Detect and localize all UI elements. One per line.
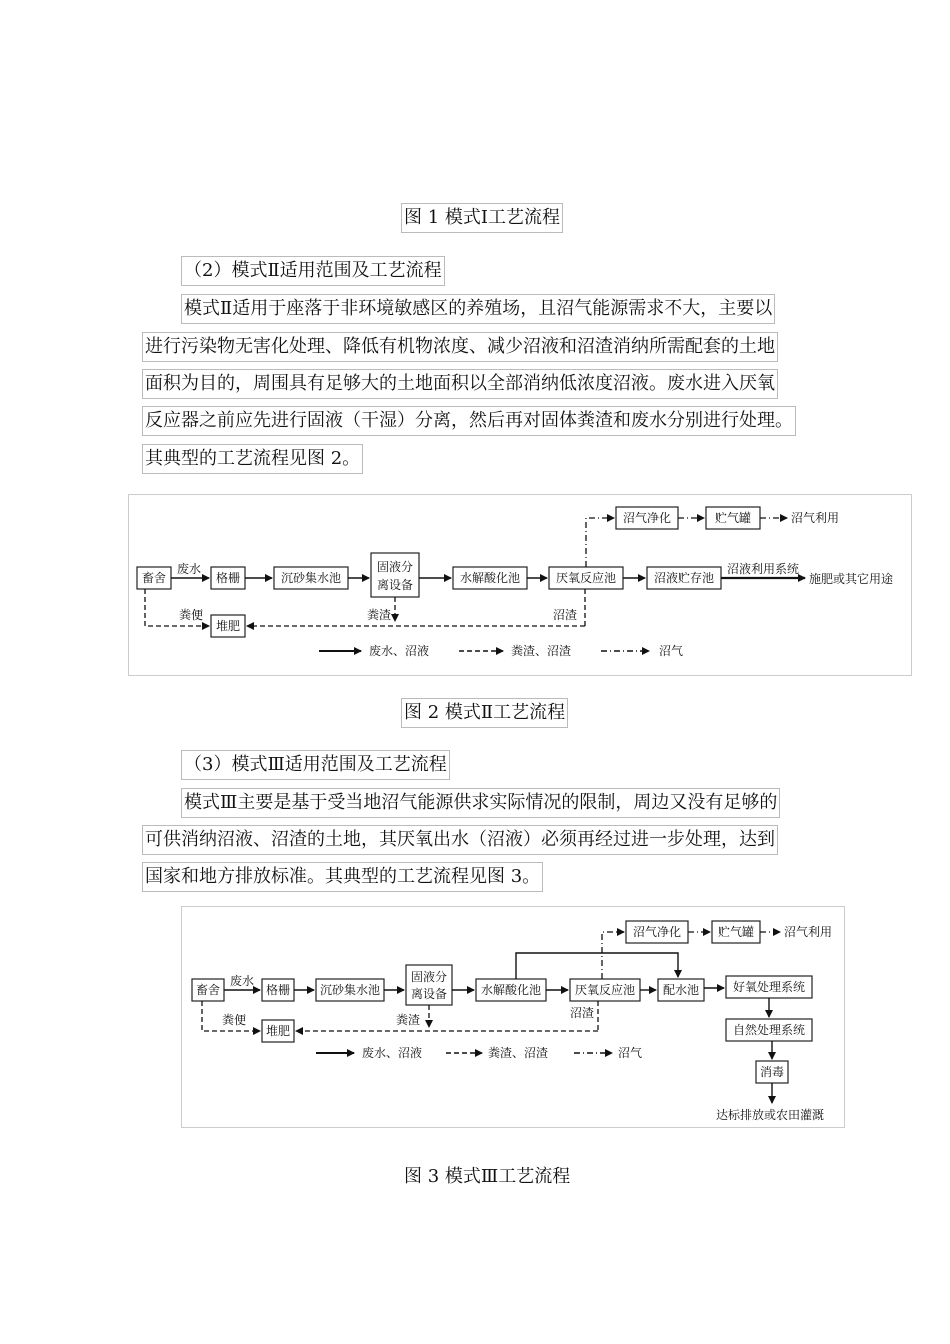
svg-text:达标排放或农田灌溉: 达标排放或农田灌溉 xyxy=(715,1108,825,1122)
svg-text:废水: 废水 xyxy=(176,562,202,576)
svg-text:固液分: 固液分 xyxy=(410,970,448,984)
svg-text:格栅: 格栅 xyxy=(215,571,241,585)
node-duifei xyxy=(211,615,245,637)
svg-text:水解酸化池: 水解酸化池 xyxy=(459,571,521,585)
svg-text:沼液利用系统: 沼液利用系统 xyxy=(726,562,800,576)
node-chuqiguan xyxy=(712,921,760,943)
svg-text:离设备: 离设备 xyxy=(376,578,414,592)
node-chushe xyxy=(192,979,224,1001)
svg-text:畜舍: 畜舍 xyxy=(195,983,221,997)
paragraph-line: 模式Ⅲ主要是基于受当地沼气能源供求实际情况的限制，周边又没有足够的 xyxy=(181,788,780,818)
svg-text:施肥或其它用途: 施肥或其它用途 xyxy=(809,572,894,586)
svg-text:厌氧反应池: 厌氧反应池 xyxy=(555,571,617,585)
svg-text:贮气罐: 贮气罐 xyxy=(717,925,755,939)
node-duifei xyxy=(262,1020,294,1042)
node-shuijie xyxy=(476,979,546,1001)
figure-3-caption: 图 3 模式Ⅲ工艺流程 xyxy=(404,1166,571,1187)
svg-text:废水、沼液: 废水、沼液 xyxy=(369,644,430,658)
paragraph-line: 其典型的工艺流程见图 2。 xyxy=(142,444,363,474)
svg-text:消毒: 消毒 xyxy=(759,1065,785,1079)
node-shuijie xyxy=(453,567,527,589)
svg-text:自然处理系统: 自然处理系统 xyxy=(732,1023,806,1037)
svg-text:废水: 废水 xyxy=(229,974,255,988)
svg-text:厌氧反应池: 厌氧反应池 xyxy=(574,983,636,997)
node-haoyang xyxy=(726,976,812,998)
svg-text:粪渣: 粪渣 xyxy=(395,1013,421,1027)
svg-text:堆肥: 堆肥 xyxy=(265,1024,291,1038)
section-3-heading: （3）模式Ⅲ适用范围及工艺流程 xyxy=(181,750,450,780)
figure-3-diagram xyxy=(181,906,845,1128)
node-xiaodu xyxy=(756,1061,788,1083)
node-gezha xyxy=(211,567,245,589)
svg-text:沼渣: 沼渣 xyxy=(552,608,578,622)
node-yanyang xyxy=(570,979,640,1001)
paragraph-line: 进行污染物无害化处理、降低有机物浓度、减少沼液和沼渣消纳所需配套的土地 xyxy=(142,332,778,362)
node-guye xyxy=(406,965,452,1005)
node-chushe xyxy=(137,567,171,589)
svg-text:废水、沼液: 废水、沼液 xyxy=(362,1046,423,1060)
svg-text:粪便: 粪便 xyxy=(221,1013,247,1027)
section-2-heading: （2）模式Ⅱ适用范围及工艺流程 xyxy=(181,256,445,286)
svg-text:好氧处理系统: 好氧处理系统 xyxy=(732,980,806,994)
svg-text:粪渣、沼渣: 粪渣、沼渣 xyxy=(488,1046,549,1060)
svg-text:沼气: 沼气 xyxy=(618,1046,643,1060)
svg-text:粪便: 粪便 xyxy=(178,608,204,622)
node-peishui xyxy=(658,979,704,1001)
svg-text:沼气: 沼气 xyxy=(659,644,684,658)
node-chensha xyxy=(274,567,348,589)
svg-text:沼渣: 沼渣 xyxy=(569,1006,595,1020)
svg-text:沉砂集水池: 沉砂集水池 xyxy=(319,983,381,997)
node-ziran xyxy=(726,1019,812,1041)
svg-text:固液分: 固液分 xyxy=(376,560,414,574)
figure-2-caption: 图 2 模式Ⅱ工艺流程 xyxy=(401,698,568,728)
paragraph-line: 面积为目的，周围具有足够大的土地面积以全部消纳低浓度沼液。废水进入厌氧 xyxy=(142,369,778,399)
svg-text:贮气罐: 贮气罐 xyxy=(714,511,752,525)
paragraph-line: 可供消纳沼液、沼渣的土地，其厌氧出水（沼液）必须再经过进一步处理，达到 xyxy=(142,825,778,855)
svg-text:沼气利用: 沼气利用 xyxy=(784,925,833,939)
svg-text:沼液贮存池: 沼液贮存池 xyxy=(653,571,715,585)
svg-text:堆肥: 堆肥 xyxy=(215,619,241,633)
svg-text:沼气净化: 沼气净化 xyxy=(622,511,672,525)
paragraph-line: 国家和地方排放标准。其典型的工艺流程见图 3。 xyxy=(142,862,543,892)
svg-text:粪渣: 粪渣 xyxy=(366,608,392,622)
svg-text:水解酸化池: 水解酸化池 xyxy=(480,983,542,997)
svg-text:沼气净化: 沼气净化 xyxy=(632,925,682,939)
svg-text:格栅: 格栅 xyxy=(265,983,291,997)
node-gezha xyxy=(262,979,294,1001)
svg-text:离设备: 离设备 xyxy=(410,987,448,1001)
node-jinghua xyxy=(626,921,688,943)
paragraph-line: 模式Ⅱ适用于座落于非环境敏感区的养殖场，且沼气能源需求不大，主要以 xyxy=(181,294,775,324)
svg-text:配水池: 配水池 xyxy=(662,983,700,997)
svg-text:粪渣、沼渣: 粪渣、沼渣 xyxy=(511,644,572,658)
figure-2-diagram xyxy=(128,494,912,676)
node-chuqiguan xyxy=(706,507,760,529)
svg-text:畜舍: 畜舍 xyxy=(141,571,167,585)
node-jinghua xyxy=(616,507,678,529)
svg-text:沉砂集水池: 沉砂集水池 xyxy=(280,571,342,585)
node-guye xyxy=(371,553,419,597)
node-zhaoye-pool xyxy=(647,567,721,589)
node-yanyang xyxy=(549,567,623,589)
svg-text:沼气利用: 沼气利用 xyxy=(791,511,840,525)
paragraph-line: 反应器之前应先进行固液（干湿）分离，然后再对固体粪渣和废水分别进行处理。 xyxy=(142,406,796,436)
node-chensha xyxy=(316,979,384,1001)
figure-1-caption: 图 1 模式Ⅰ工艺流程 xyxy=(401,203,563,233)
